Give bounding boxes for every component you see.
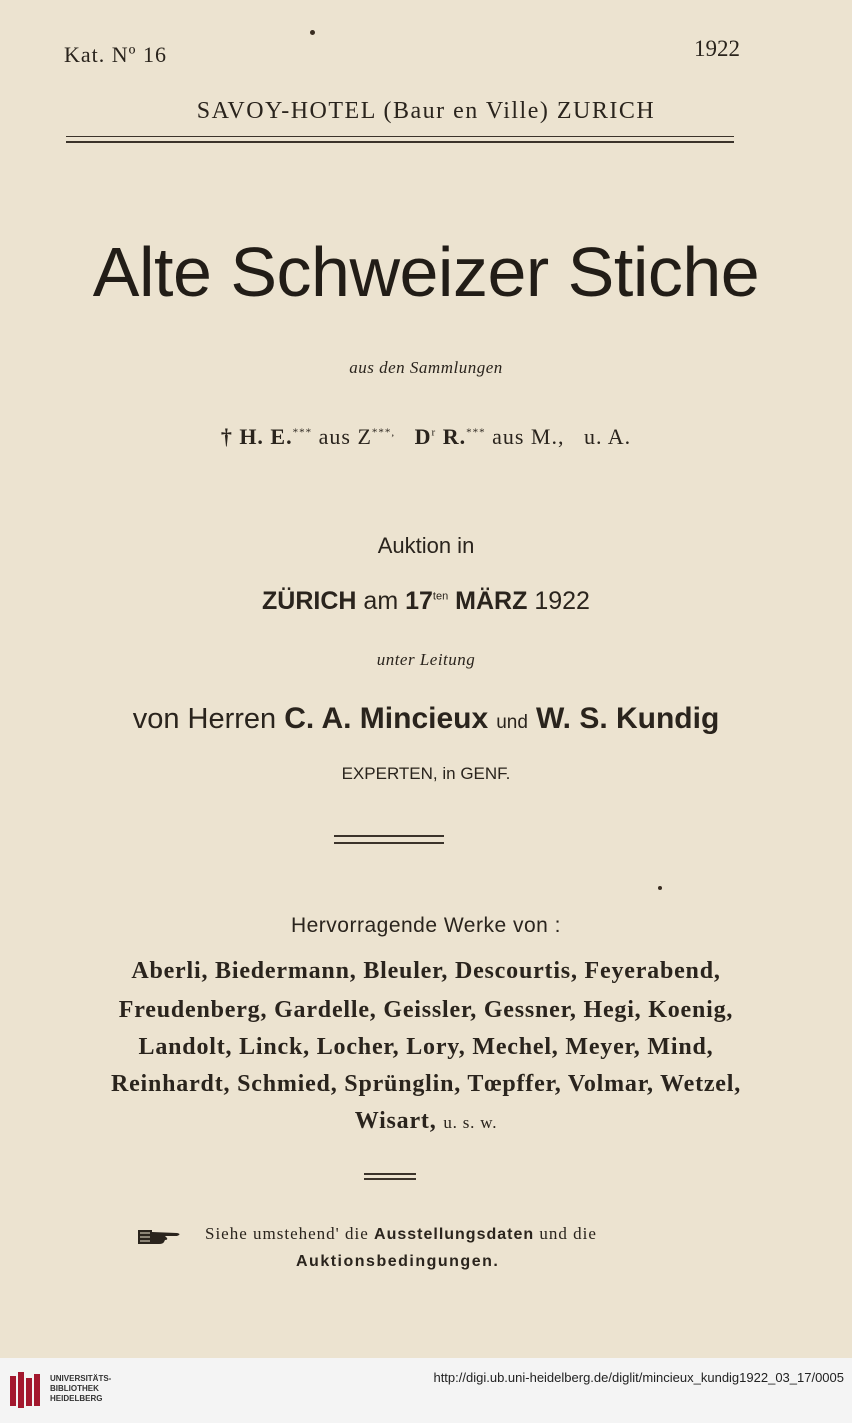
paper-speck — [310, 30, 315, 35]
notice-line-2: Auktionsbedingungen. — [296, 1253, 500, 1270]
header-rule — [66, 136, 734, 137]
expert-1: C. A. Mincieux — [284, 702, 489, 735]
artist-line: Landolt, Linck, Locher, Lory, Mechel, Meyer, Mind, — [138, 1034, 714, 1060]
cross-symbol: † — [220, 424, 233, 449]
subtitle: aus den Sammlungen — [349, 358, 503, 377]
auction-year: 1922 — [534, 587, 590, 615]
auction-month: MÄRZ — [455, 587, 528, 615]
owner-1-initials: H. E. — [239, 424, 293, 449]
paper-speck — [658, 886, 662, 890]
under-direction: unter Leitung — [376, 650, 476, 669]
divider-rule-4 — [364, 1178, 416, 1180]
expert-2: W. S. Kundig — [535, 702, 720, 735]
divider-rule-3 — [364, 1173, 416, 1175]
notice-bold-1: Ausstellungsdaten — [374, 1226, 535, 1243]
auction-place-date: ZÜRICH am $17^{ten}$ MÄRZ 1922 — [262, 587, 590, 615]
footer-bar — [0, 1358, 852, 1423]
page-title: Alte Schweizer Stiche — [92, 233, 760, 311]
collection-owners: † H. E.*** aus Z***, $D^r$ R.*** aus M., u. A. — [220, 424, 632, 449]
divider-rule-2 — [334, 842, 444, 844]
catalog-number: Kat. Nº 16 — [64, 42, 167, 67]
owner-2-initials: R. — [442, 424, 467, 449]
library-name: UNIVERSITÄTS- BIBLIOTHEK HEIDELBERG — [50, 1374, 112, 1403]
experts-line: von Herren C. A. Mincieux und W. S. Kundig — [132, 702, 720, 735]
artist-line: Reinhardt, Schmied, Sprünglin, Tœpffer, Volmar, Wetzel, — [110, 1071, 742, 1097]
year: 1922 — [694, 36, 740, 61]
owner-2-title: D — [414, 424, 432, 449]
artist-line-last: Wisart, u. s. w. — [354, 1108, 498, 1134]
university-library-logo-icon — [8, 1370, 46, 1412]
works-intro: Hervorragende Werke von : — [290, 914, 562, 937]
divider-rule-1 — [334, 835, 444, 837]
pointing-hand-icon — [137, 1227, 183, 1247]
hotel-name: SAVOY-HOTEL (Baur en Ville) ZURICH — [196, 98, 656, 124]
notice-line-1: Siehe umstehend' die Ausstellungsdaten und die — [205, 1224, 597, 1243]
experts-location: EXPERTEN, in GENF. — [341, 764, 511, 783]
permalink-url[interactable]: http://digi.ub.uni-heidelberg.de/diglit/mincieux_kundig1922_03_17/0005 — [433, 1370, 844, 1385]
auction-day: 17 — [405, 587, 433, 615]
auction-heading: Auktion in — [377, 533, 475, 558]
auction-city: ZÜRICH — [262, 587, 357, 615]
header-rule-double — [66, 141, 734, 143]
artist-line: Freudenberg, Gardelle, Geissler, Gessner, Hegi, Koenig, — [118, 997, 734, 1023]
artist-line: Aberli, Biedermann, Bleuler, Descourtis, Feyerabend, — [131, 958, 721, 984]
